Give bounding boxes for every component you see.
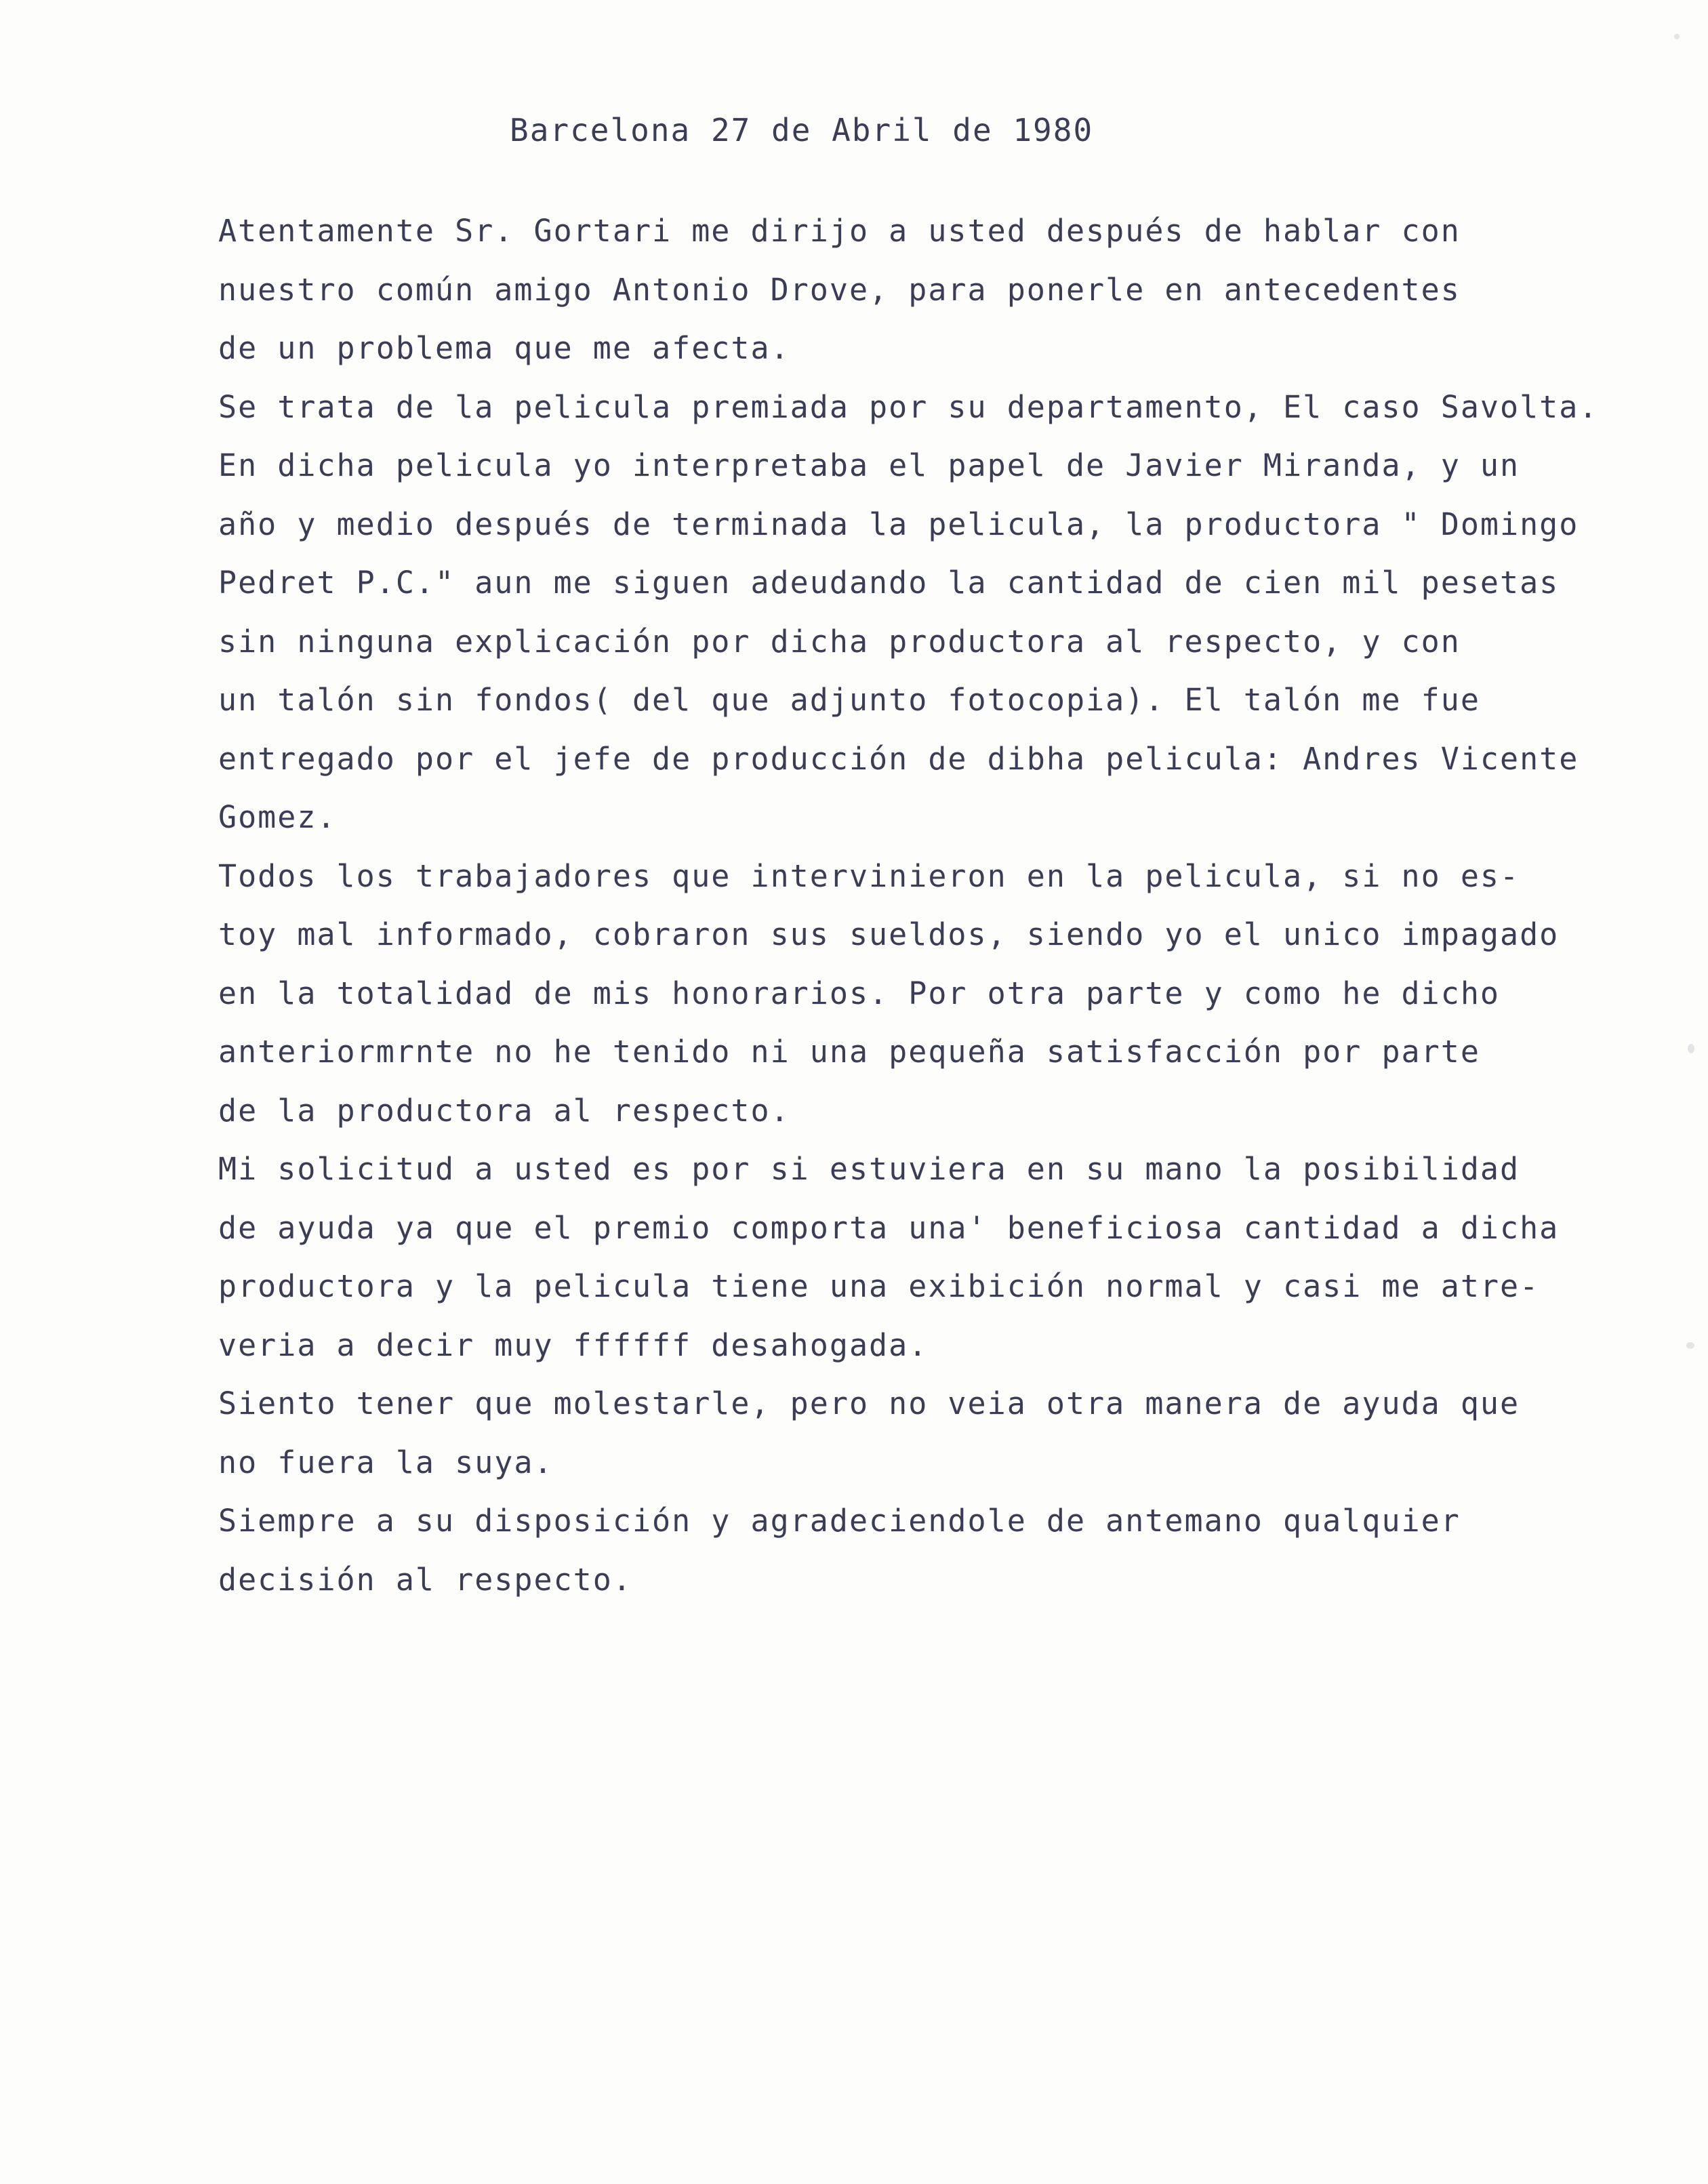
letter-line: anteriormrnte no he tenido ni una pequeña satisfacción por parte	[218, 1034, 1480, 1070]
letter-line: decisión al respecto.	[218, 1561, 632, 1598]
paper-speck	[1688, 1044, 1694, 1053]
letter-line: no fuera la suya.	[218, 1444, 554, 1480]
letter-body	[218, 202, 1598, 1609]
letter-line: Se trata de la pelicula premiada por su departamento, El caso Savolta.	[218, 388, 1599, 425]
letter-line: de un problema que me afecta.	[218, 330, 790, 366]
letter-line: Gomez.	[218, 799, 337, 835]
letter-line: sin ninguna explicación por dicha productora al respecto, y con	[218, 623, 1461, 660]
letter-line: un talón sin fondos( del que adjunto fotocopia). El talón me fue	[218, 682, 1480, 718]
letter-date: Barcelona 27 de Abril de 1980	[510, 112, 1094, 148]
letter-line: de ayuda ya que el premio comporta una' beneficiosa cantidad a dicha	[218, 1209, 1560, 1246]
letter-line: Pedret P.C." aun me siguen adeudando la cantidad de cien mil pesetas	[218, 565, 1560, 601]
letter-line: año y medio después de terminada la pelicula, la productora " Domingo	[218, 506, 1579, 542]
letter-line: en la totalidad de mis honorarios. Por otra parte y como he dicho	[218, 975, 1500, 1011]
letter-line: Atentamente Sr. Gortari me dirijo a usted después de hablar con	[218, 213, 1461, 249]
letter-line: En dicha pelicula yo interpretaba el papel de Javier Miranda, y un	[218, 447, 1520, 483]
letter-line: Todos los trabajadores que intervinieron en la pelicula, si no es-	[218, 857, 1520, 894]
paper-speck	[1674, 34, 1680, 39]
letter-line: veria a decir muy ffffff desahogada.	[218, 1327, 929, 1363]
letter-line: productora y la pelicula tiene una exibición normal y casi me atre-	[218, 1268, 1540, 1304]
letter-line: nuestro común amigo Antonio Drove, para ponerle en antecedentes	[218, 271, 1461, 308]
paper-speck	[1686, 1342, 1694, 1349]
letter-line: de la productora al respecto.	[218, 1092, 790, 1129]
letter-line: Siento tener que molestarle, pero no veia otra manera de ayuda que	[218, 1386, 1520, 1421]
letter-line: Mi solicitud a usted es por si estuviera en su mano la posibilidad	[218, 1151, 1520, 1187]
letter-line: entregado por el jefe de producción de dibha pelicula: Andres Vicente	[218, 740, 1579, 777]
letter-line: toy mal informado, cobraron sus sueldos, siendo yo el unico impagado	[218, 916, 1560, 952]
letter-line: Siempre a su disposición y agradeciendole de antemano qualquier	[218, 1503, 1461, 1539]
